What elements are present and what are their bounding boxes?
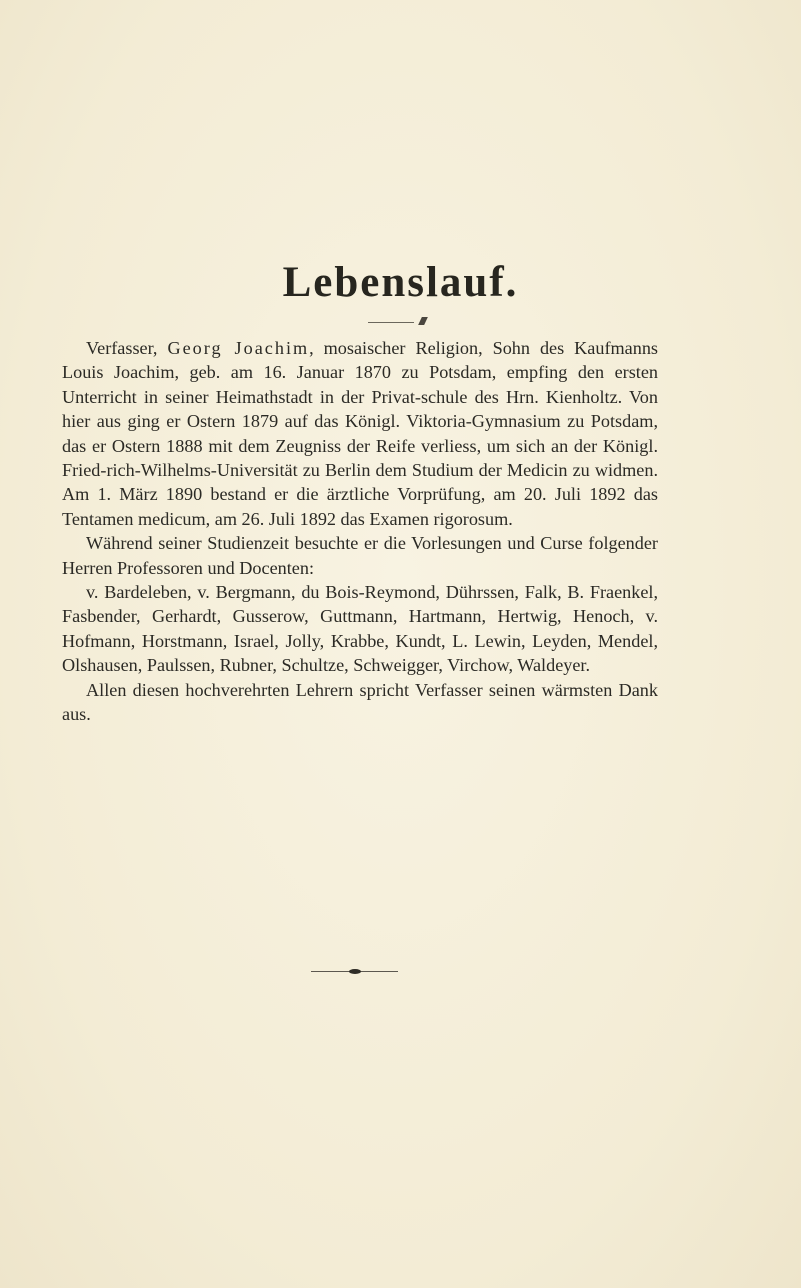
paragraph-studies: Während seiner Studienzeit besuchte er die Vorlesungen und Curse folgender Herren Professoren und Docenten:	[62, 533, 658, 578]
paragraph-thanks: Allen diesen hochverehrten Lehrern spricht Verfasser seinen wärmsten Dank aus.	[62, 679, 658, 725]
author-name: Georg Joachim	[167, 338, 310, 358]
paragraph-body: , mosaischer Religion, Sohn des Kaufmanns Louis Joachim, geb. am 16. Januar 1870 zu Potsdam, empfing den ersten Unterricht in seiner Heimathstadt in der Privat-schule des Hrn. Kienholtz. Von hier aus ging er Ostern 1879 auf das Königl. Viktoria-Gymnasium zu Potsdam, das er Ostern 1888 mit dem Zeugniss der Reife verliess, um sich an der Königl. Fried-rich-Wilhelms-Universität zu Berlin dem Studium der Medicin zu widmen. Am 1. März 1890 bestand er die ärztliche Vorprüfung, am 20. Juli 1892 das Tentamen medicum, am 26. Juli 1892 das Examen rigorosum.	[62, 338, 659, 529]
title-divider-ornament	[418, 317, 428, 325]
biography-text	[62, 336, 658, 727]
paragraph-biography	[62, 336, 658, 531]
title-divider	[368, 322, 414, 323]
page-title: Lebenslauf.	[282, 259, 519, 306]
paragraph-professors: v. Bardeleben, v. Bergmann, du Bois-Reymond, Dührssen, Falk, B. Fraenkel, Fasbender, Gerhardt, Gusserow, Guttmann, Hartmann, Hertwig, Henoch, v. Hofmann, Horstmann, Israel, Jolly, Krabbe, Kundt, L. Lewin, Leyden, Mendel, Olshausen, Paulssen, Rubner, Schultze, Schweigger, Virchow, Waldeyer.	[62, 582, 658, 676]
paragraph-lead: Verfasser,	[86, 338, 168, 358]
closing-divider-ornament	[349, 969, 361, 974]
